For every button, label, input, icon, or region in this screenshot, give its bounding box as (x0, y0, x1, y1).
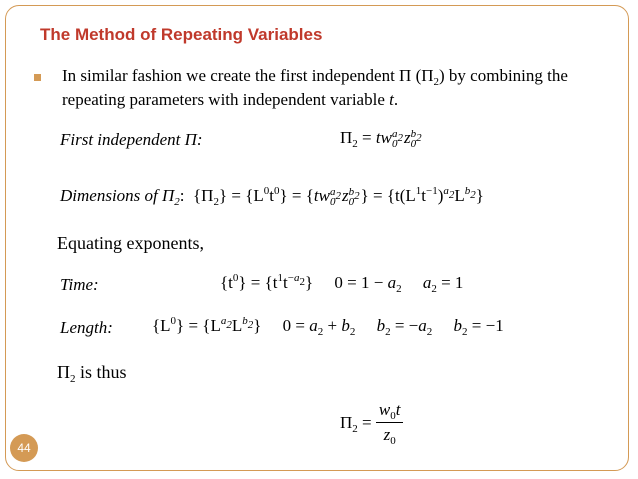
pi2-thus-text: $\Pi_2$ is thus (57, 362, 127, 385)
time-label: Time: (60, 275, 99, 294)
page-number-badge: 44 (10, 434, 38, 462)
dimensions-equation: Dimensions of $\Pi_2$: $\{\Pi_2\} = \{L^0t^0\} = \{tw$ $a_2$ 0 z $b_2$ 0 } = $\{t(L^1t^{-1})^{a_2}L^{b_2}\}$ (60, 185, 484, 209)
slide-title: The Method of Repeating Variables (40, 25, 323, 44)
equating-text: Equating exponents, (57, 233, 204, 253)
length-equation: $\{L^0\} = \{L^{a_2}L^{b_2}\}$ $0 = a_2 + b_2$ $b_2 = -a_2$ $b_2 = -1$ (152, 315, 504, 338)
length-label: Length: (60, 318, 113, 337)
pi2-result-equation: $\Pi_2$ = $\frac{w_0t}{z_0}$ (340, 400, 403, 445)
first-pi-equation: $\Pi_2$ = tw $a_2$ 0 z $b_2$ 0 (340, 128, 422, 151)
bullet-item (34, 64, 614, 112)
time-equation: $\{t^0\} = \{t^1t^{-a_2}\}$ $0 = 1 - a_2$ $a_2 = 1$ (220, 272, 464, 295)
bullet-text: In similar fashion we create the first independent Π $(\Pi_2)$ by combining the repeating parameters with independent variable t. (62, 66, 568, 109)
first-pi-label: First independent Π: (60, 130, 203, 149)
bullet-marker-icon (34, 74, 41, 81)
